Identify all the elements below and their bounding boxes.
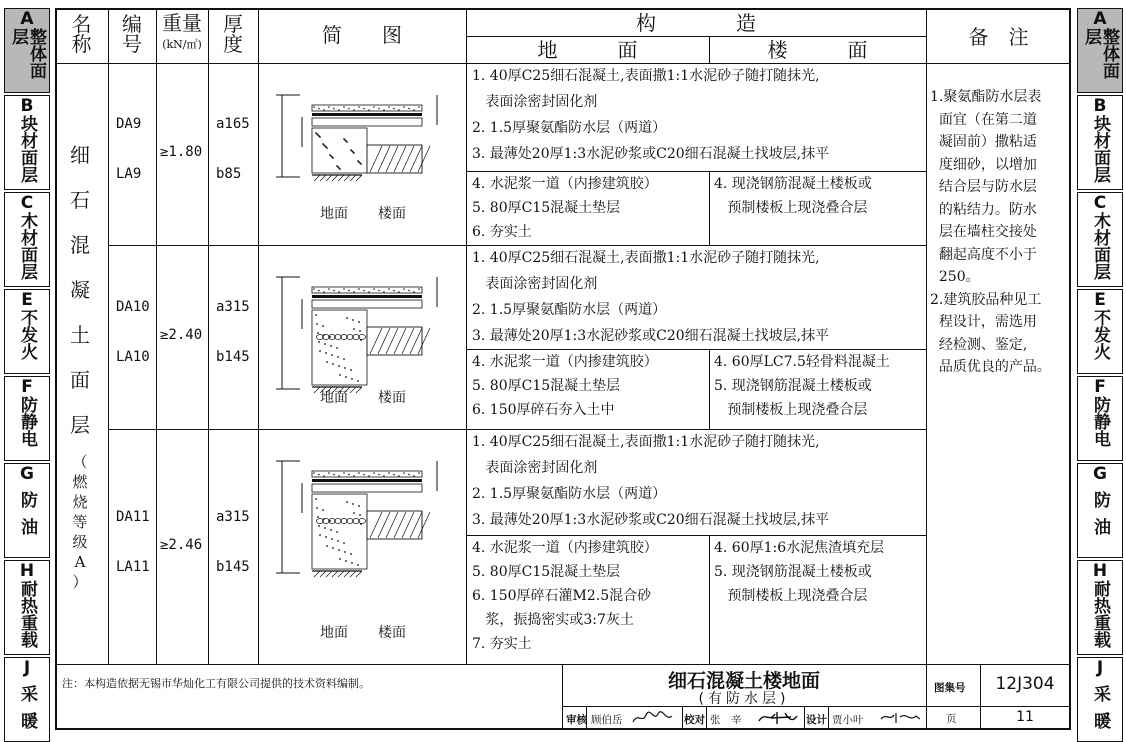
design-label: 设计 — [806, 714, 827, 726]
item-name-char: 层 — [70, 413, 90, 437]
section-diagram — [262, 453, 462, 603]
remarks-text — [930, 86, 1070, 379]
tab-label: 采暖 — [1090, 685, 1110, 739]
weight-value: ≥2.46 — [160, 536, 203, 553]
remark-line: 的粘结力。防水 — [930, 201, 1037, 218]
thickness-a: a315 — [216, 508, 250, 525]
page-label: 页 — [946, 713, 957, 725]
item-name-char: 石 — [70, 188, 90, 212]
right-category-tabs — [1077, 8, 1123, 739]
common-step: 3. 最薄处20厚1:3水泥砂浆或C20细石混凝土找坡层,抹平 — [472, 512, 830, 528]
designer-name: 贾小叶 — [832, 714, 864, 726]
tab-letter: F — [21, 377, 33, 397]
tab-letter: C — [20, 193, 34, 213]
header-code: 编号 — [122, 12, 142, 56]
header-sketch: 简 图 — [322, 23, 402, 47]
tab-b-right[interactable] — [1077, 95, 1123, 190]
ground-step: 4. 水泥浆一道（内掺建筑胶） — [472, 176, 658, 192]
floor-step: 预制楼板上现浇叠合层 — [714, 402, 868, 418]
sig-rule-1 — [586, 706, 587, 730]
remark-line: 2.建筑胶品种见工 — [930, 291, 1042, 308]
item-grade-char: 级 — [72, 533, 88, 551]
remark-line: 度细砂，以增加 — [930, 156, 1037, 173]
tab-label: 木材面层 — [1090, 212, 1110, 280]
remark-line: 250。 — [930, 269, 980, 285]
tab-label: 耐热重载 — [1090, 580, 1110, 648]
remark-line: 面宜（在第二道 — [930, 111, 1037, 128]
tab-b-left[interactable] — [4, 95, 50, 190]
checker-signature — [755, 708, 801, 726]
diagram-label-floor: 楼面 — [378, 390, 406, 406]
common-step: 1. 40厚C25细石混凝土,表面撒1:1水泥砂子随打随抹光, — [472, 250, 820, 266]
tab-letter: H — [1092, 561, 1108, 581]
item-grade-char: A — [74, 553, 86, 571]
tab-label: 整体面层 — [1081, 28, 1119, 79]
checker-name: 张 辛 — [710, 714, 742, 726]
code-ground: DA11 — [116, 508, 150, 525]
common-step: 3. 最薄处20厚1:3水泥砂浆或C20细石混凝土找坡层,抹平 — [472, 146, 830, 162]
tab-label: 防油 — [1090, 491, 1110, 545]
tab-label: 不发火 — [17, 309, 37, 360]
review-label: 审核 — [566, 714, 587, 726]
diagram-label-ground: 地面 — [320, 625, 348, 641]
remark-line: 经检测、鉴定, — [930, 336, 1028, 353]
common-step: 3. 最薄处20厚1:3水泥砂浆或C20细石混凝土找坡层,抹平 — [472, 328, 830, 344]
tab-g-right[interactable] — [1077, 463, 1123, 558]
tab-label: 防静电 — [1090, 396, 1110, 447]
ground-step: 4. 水泥浆一道（内掺建筑胶） — [472, 354, 658, 370]
tab-label: 整体面层 — [8, 28, 46, 79]
header-weight: 重量 (kN/㎡) — [162, 11, 202, 51]
floor-step: 预制楼板上现浇叠合层 — [714, 588, 868, 604]
tab-j-left[interactable] — [4, 657, 50, 742]
tab-letter: J — [1096, 658, 1104, 678]
row1-inner-rule — [466, 171, 926, 172]
floor-step: 5. 现浇钢筋混凝土楼板或 — [714, 378, 872, 394]
tab-letter: A — [1093, 9, 1107, 29]
sheet-title: 细石混凝土楼地面 — [667, 670, 820, 692]
tab-label: 块材面层 — [17, 115, 37, 183]
item-name-char: 面 — [70, 368, 90, 392]
page-number: 11 — [1016, 709, 1034, 725]
tab-letter: F — [1094, 377, 1106, 397]
tab-letter: B — [1093, 96, 1107, 116]
item-name-char: 混 — [70, 233, 90, 257]
floor-step: 5. 现浇钢筋混凝土楼板或 — [714, 564, 872, 580]
floor-step: 预制楼板上现浇叠合层 — [714, 200, 868, 216]
tab-label: 采暖 — [17, 685, 37, 739]
code-floor: LA9 — [116, 166, 142, 182]
floor-step: 4. 60厚LC7.5轻骨料混凝土 — [714, 354, 890, 370]
remark-line: 品质优良的产品。 — [930, 359, 1051, 375]
ground-step: 5. 80厚C15混凝土垫层 — [472, 378, 621, 394]
common-step: 1. 40厚C25细石混凝土,表面撒1:1水泥砂子随打随抹光, — [472, 68, 820, 84]
tab-e-right[interactable] — [1077, 289, 1123, 374]
common-step: 表面涂密封固化剂 — [472, 94, 598, 110]
section-diagram — [262, 87, 462, 237]
row-rule-1 — [108, 245, 926, 246]
code-ground: DA10 — [116, 299, 150, 315]
tab-letter: C — [1093, 193, 1107, 213]
ground-step: 4. 水泥浆一道（内掺建筑胶） — [472, 540, 658, 556]
item-grade-char: ） — [72, 573, 88, 591]
common-step: 表面涂密封固化剂 — [472, 460, 598, 476]
row2-inner-vrule — [709, 349, 710, 429]
item-name-char: 凝 — [70, 278, 90, 302]
col-rule-1 — [108, 8, 109, 664]
item-name — [60, 133, 100, 448]
diagram-label-ground: 地面 — [320, 206, 348, 222]
tab-letter: B — [20, 96, 34, 116]
thickness-b: b145 — [216, 558, 250, 575]
thickness-b: b145 — [216, 349, 250, 365]
diagram-label-ground: 地面 — [320, 390, 348, 406]
header-floor: 楼 面 — [767, 38, 868, 62]
weight-value: ≥2.40 — [160, 327, 203, 343]
tab-label: 木材面层 — [17, 212, 37, 280]
remark-line: 翻起高度不小于 — [930, 246, 1037, 263]
sig-rule-2 — [682, 706, 683, 730]
sig-rule-5 — [828, 706, 829, 730]
tab-f-left[interactable] — [4, 376, 50, 461]
thickness-b: b85 — [216, 166, 242, 182]
atlas-label: 图集号 — [934, 682, 966, 694]
tab-letter: G — [20, 464, 34, 484]
tab-label: 不发火 — [1090, 309, 1110, 360]
tab-h-right[interactable] — [1077, 560, 1123, 655]
header-name: 名称 — [71, 12, 92, 56]
footer-top-rule — [55, 664, 1071, 665]
tab-c-right[interactable] — [1077, 192, 1123, 287]
remark-line: 结合层与防水层 — [930, 179, 1037, 195]
row1-inner-vrule — [709, 171, 710, 245]
footer-rule-c — [980, 664, 981, 730]
section-diagram — [262, 269, 462, 419]
code-floor: LA11 — [116, 558, 150, 575]
tab-label: 防油 — [17, 491, 37, 545]
thickness-a: a315 — [216, 299, 250, 315]
tab-letter: G — [1093, 464, 1107, 484]
tab-a-left[interactable] — [4, 8, 50, 93]
common-step: 2. 1.5厚聚氨酯防水层（两道） — [472, 486, 667, 502]
item-grade — [60, 452, 100, 592]
row3-inner-rule — [466, 535, 926, 536]
col-rule-5 — [466, 8, 467, 664]
header-construction: 构 造 — [636, 11, 756, 35]
col-rule-4 — [258, 8, 259, 664]
remark-line: 层在墙柱交接处 — [930, 224, 1037, 240]
check-label: 校对 — [684, 714, 705, 726]
ground-step: 6. 150厚碎石灌M2.5混合砂 — [472, 588, 652, 604]
diagram-label-floor: 楼面 — [378, 206, 406, 222]
left-category-tabs — [4, 8, 50, 739]
diagram-label-floor: 楼面 — [378, 625, 406, 641]
common-step: 2. 1.5厚聚氨酯防水层（两道） — [472, 120, 667, 136]
sheet-subtitle: (有防水层) — [698, 691, 790, 707]
tab-label: 块材面层 — [1090, 115, 1110, 183]
item-name-char: 细 — [70, 143, 90, 167]
col-rule-3 — [208, 8, 209, 664]
tab-g-left[interactable] — [4, 463, 50, 558]
construction-sub-rule — [466, 36, 926, 37]
designer-signature — [878, 709, 924, 725]
tab-j-right[interactable] — [1077, 657, 1123, 742]
header-ground: 地 面 — [537, 38, 638, 62]
thickness-a: a165 — [216, 116, 250, 132]
atlas-number: 12J304 — [995, 674, 1055, 694]
reviewer-name: 顾伯岳 — [591, 714, 623, 726]
tab-letter: E — [21, 290, 33, 310]
reviewer-signature — [630, 710, 676, 726]
col-rule-2 — [156, 8, 157, 664]
tab-letter: E — [1094, 290, 1106, 310]
tab-f-right[interactable] — [1077, 376, 1123, 461]
floor-step: 4. 现浇钢筋混凝土楼板或 — [714, 176, 872, 192]
remark-line: 1.聚氨酯防水层表 — [930, 89, 1042, 105]
sig-rule-4 — [804, 706, 805, 730]
ground-step: 5. 80厚C15混凝土垫层 — [472, 564, 621, 580]
tab-letter: H — [19, 561, 35, 581]
row3-inner-vrule — [709, 535, 710, 664]
remark-line: 凝固前）撒粘适 — [930, 134, 1037, 150]
ground-step: 7. 夯实土 — [472, 636, 532, 652]
sig-rule-3 — [706, 706, 707, 730]
remark-line: 程设计，需选用 — [930, 314, 1037, 330]
header-thickness: 厚度 — [223, 12, 243, 56]
common-step: 1. 40厚C25细石混凝土,表面撒1:1水泥砂子随打随抹光, — [472, 434, 820, 450]
tab-letter: A — [20, 9, 34, 29]
item-grade-char: 燃 — [72, 473, 88, 491]
common-step: 2. 1.5厚聚氨酯防水层（两道） — [472, 302, 667, 318]
tab-a-right[interactable] — [1077, 8, 1123, 93]
item-name-char: 土 — [70, 323, 90, 347]
footer-note: 注：本构造依据无锡市华灿化工有限公司提供的技术资料编制。 — [62, 677, 370, 690]
common-step: 表面涂密封固化剂 — [472, 276, 598, 292]
ground-step: 6. 150厚碎石夯入土中 — [472, 402, 615, 418]
tab-h-left[interactable] — [4, 560, 50, 655]
tab-e-left[interactable] — [4, 289, 50, 374]
item-grade-char: （ — [72, 453, 88, 471]
tab-label: 耐热重载 — [17, 580, 37, 648]
weight-value: ≥1.80 — [160, 144, 203, 160]
tab-label: 防静电 — [17, 396, 37, 447]
floor-step: 4. 60厚1:6水泥焦渣填充层 — [714, 540, 885, 556]
ground-step: 6. 夯实土 — [472, 224, 532, 240]
item-grade-char: 等 — [72, 513, 88, 531]
ground-step: 5. 80厚C15混凝土垫层 — [472, 200, 621, 216]
ground-step: 浆，振捣密实或3:7灰土 — [472, 612, 634, 628]
header-remarks: 备 注 — [968, 25, 1029, 49]
col-rule-6 — [926, 8, 927, 730]
tab-letter: J — [23, 658, 31, 678]
code-ground: DA9 — [116, 116, 142, 132]
code-floor: LA10 — [116, 349, 150, 365]
row-rule-2 — [108, 429, 926, 430]
item-grade-char: 烧 — [72, 493, 88, 511]
row2-inner-rule — [466, 349, 926, 350]
tab-c-left[interactable] — [4, 192, 50, 287]
